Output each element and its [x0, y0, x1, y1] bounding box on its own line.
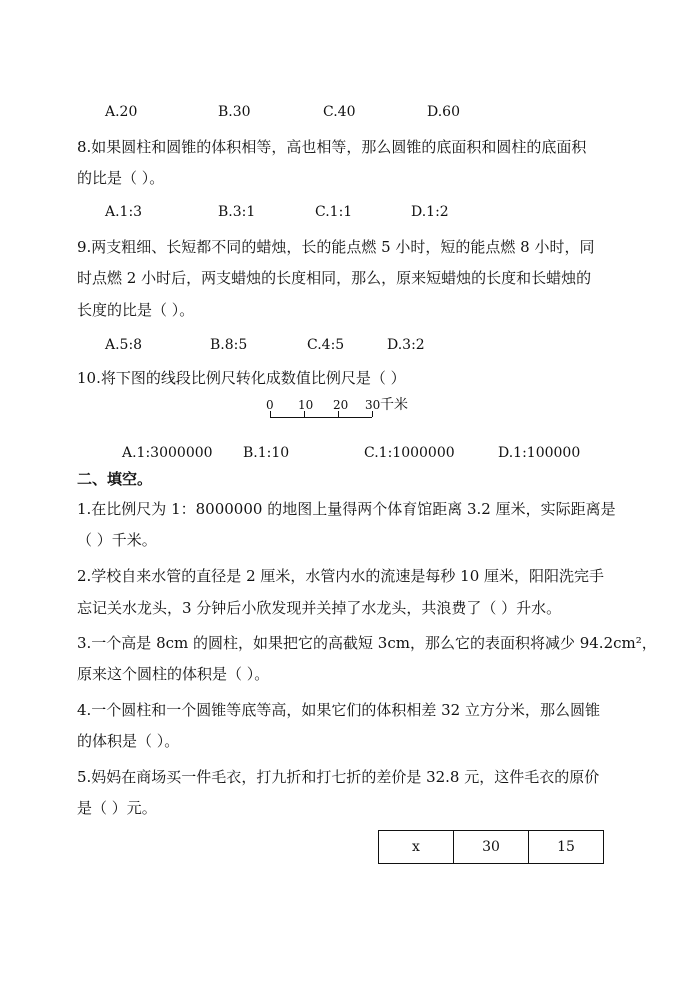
fill-q2-line1: 2.学校自来水管的直径是 2 厘米，水管内水的流速是每秒 10 厘米，阳阳洗完手 [77, 567, 605, 585]
q7-option-c: C.40 [323, 104, 356, 120]
q7-option-b: B.30 [218, 104, 251, 120]
scale-unit: 千米 [380, 397, 408, 413]
q8-text-line2: 的比是（ ）。 [77, 169, 165, 187]
q9-text-line1: 9.两支粗细、长短都不同的蜡烛，长的能点燃 5 小时，短的能点燃 8 小时，同 [77, 238, 595, 256]
q8-option-b: B.3:1 [218, 204, 256, 220]
scale-tick-20 [338, 411, 339, 417]
fill-q4-line1: 4.一个圆柱和一个圆锥等底等高，如果它们的体积相差 32 立方分米，那么圆锥 [77, 701, 600, 719]
q10-text-line1: 10.将下图的线段比例尺转化成数值比例尺是（ ） [77, 369, 406, 387]
fill-q3-line2: 原来这个圆柱的体积是（ ）。 [77, 665, 270, 683]
fill-q1-line1: 1.在比例尺为 1：8000000 的地图上量得两个体育馆距离 3.2 厘米，实际距离是 [77, 500, 616, 518]
scale-label-20: 20 [333, 398, 349, 412]
q9-text-line3: 长度的比是（ ）。 [77, 301, 195, 319]
q10-option-a: A.1:3000000 [122, 445, 213, 461]
q9-option-b: B.8:5 [210, 337, 248, 353]
fill-q1-line2: （ ）千米。 [77, 531, 157, 549]
scale-label-0: 0 [266, 398, 274, 412]
table-cell-30: 30 [454, 831, 529, 864]
q10-option-d: D.1:100000 [498, 445, 581, 461]
scale-label-10: 10 [298, 398, 314, 412]
fill-q3-line1: 3.一个高是 8cm 的圆柱，如果把它的高截短 3cm，那么它的表面积将减少 94.2cm²， [77, 634, 657, 652]
table-cell-x: x [379, 831, 454, 864]
scale-tick-0 [270, 411, 271, 417]
q7-option-a: A.20 [105, 104, 138, 120]
scale-line [270, 417, 372, 418]
q8-option-a: A.1:3 [105, 204, 143, 220]
table-cell-15: 15 [529, 831, 604, 864]
segment-scale-bar [262, 398, 432, 430]
q7-option-d: D.60 [427, 104, 460, 120]
value-table [378, 830, 604, 864]
fill-q5-line1: 5.妈妈在商场买一件毛衣，打九折和打七折的差价是 32.8 元，这件毛衣的原价 [77, 768, 600, 786]
scale-tick-10 [304, 411, 305, 417]
section-2-heading: 二、填空。 [77, 470, 153, 488]
q9-option-a: A.5:8 [105, 337, 143, 353]
scale-tick-30 [372, 411, 373, 417]
q8-option-c: C.1:1 [315, 204, 353, 220]
q10-option-b: B.1:10 [243, 445, 290, 461]
fill-q4-line2: 的体积是（ ）。 [77, 732, 180, 750]
fill-q5-line2: 是（ ）元。 [77, 799, 157, 817]
q9-option-c: C.4:5 [307, 337, 345, 353]
q8-text-line1: 8.如果圆柱和圆锥的体积相等，高也相等，那么圆锥的底面积和圆柱的底面积 [77, 138, 587, 156]
fill-q2-line2: 忘记关水龙头，3 分钟后小欣发现并关掉了水龙头，共浪费了（ ）升水。 [77, 599, 562, 617]
q8-option-d: D.1:2 [411, 204, 449, 220]
scale-label-30: 30 [365, 398, 381, 412]
q10-option-c: C.1:1000000 [364, 445, 455, 461]
table-row [379, 831, 604, 864]
q9-text-line2: 时点燃 2 小时后，两支蜡烛的长度相同，那么，原来短蜡烛的长度和长蜡烛的 [77, 269, 592, 287]
q9-option-d: D.3:2 [387, 337, 425, 353]
